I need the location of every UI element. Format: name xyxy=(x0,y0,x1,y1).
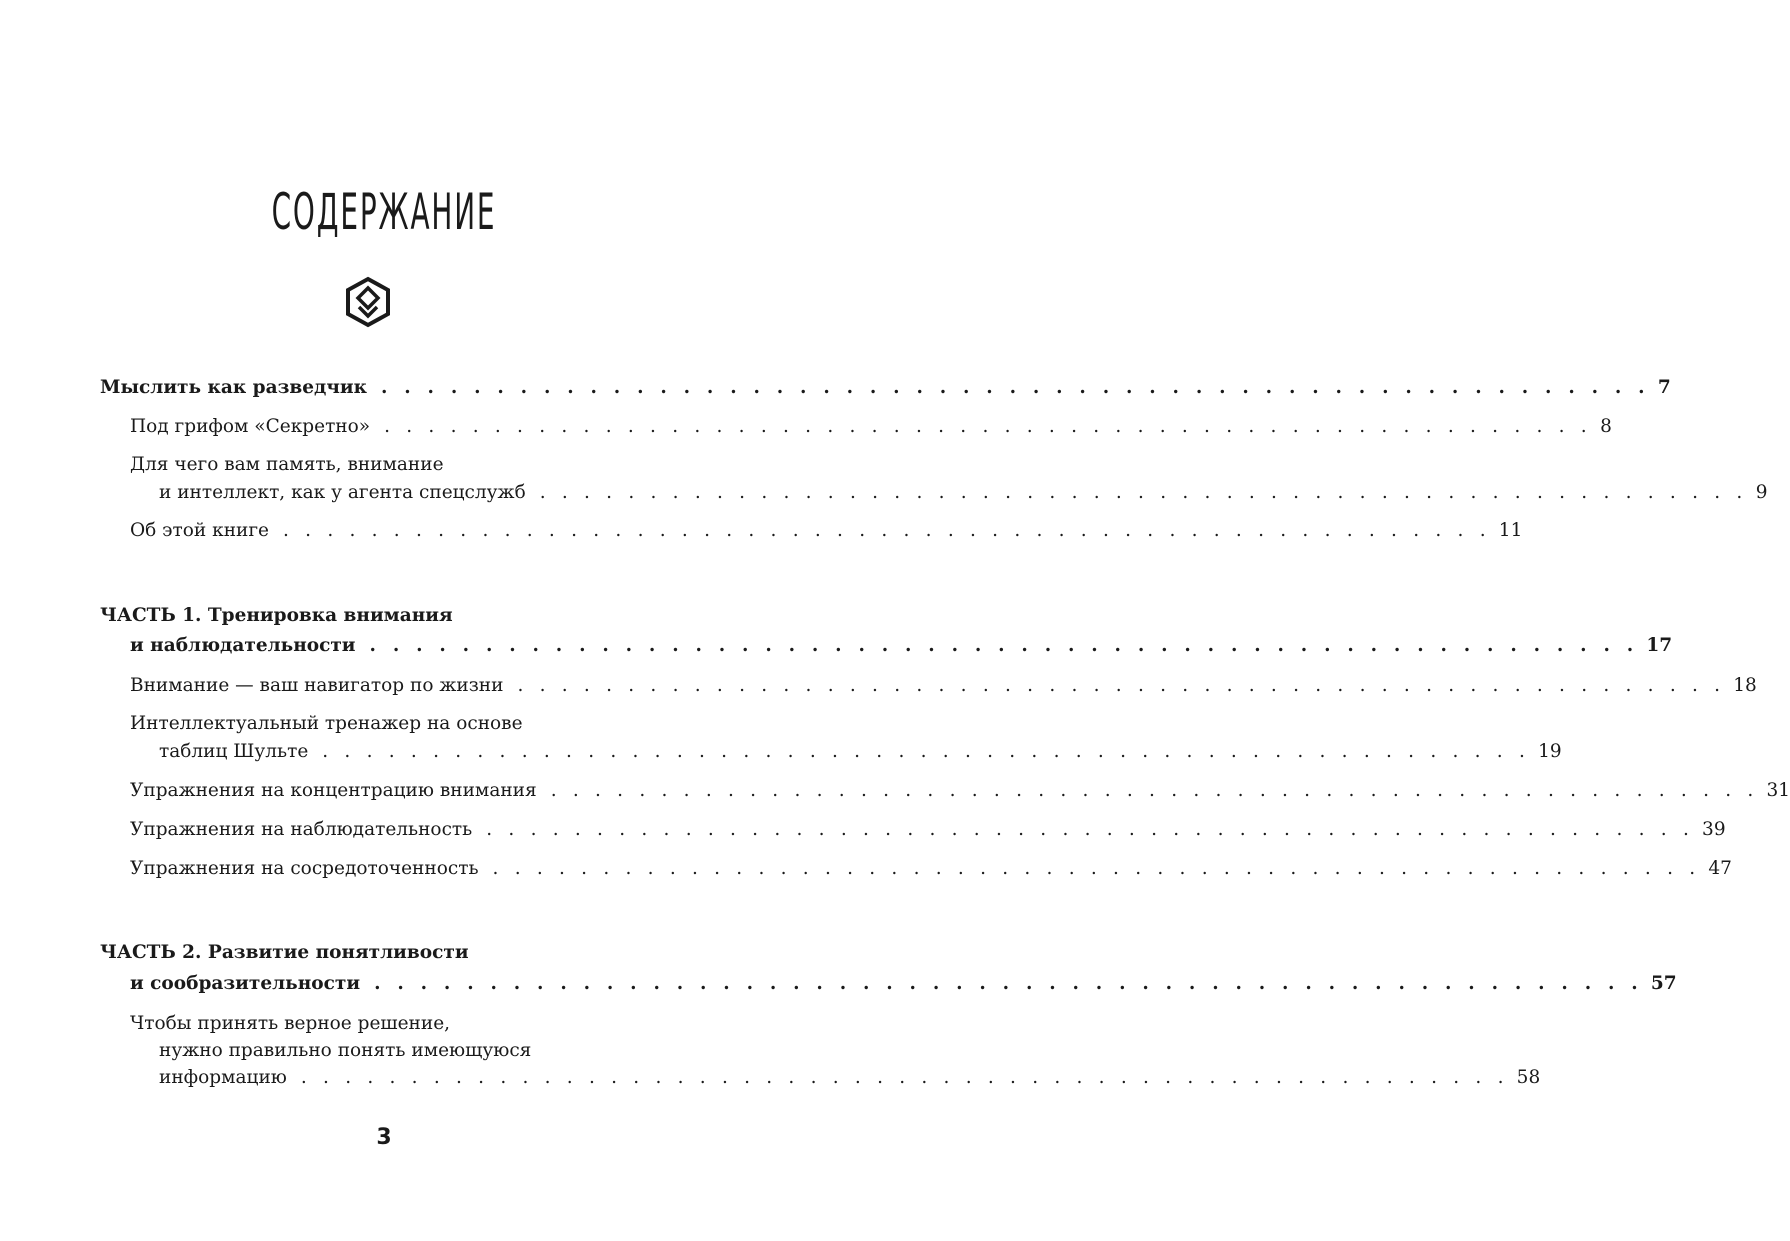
part1-heading-line: ЧАСТЬ 1. Тренировка внимания xyxy=(100,605,453,626)
toc-entry-label-line: нужно правильно понять имеющуюся xyxy=(159,1040,532,1061)
toc-entry-page: 18 xyxy=(1733,675,1757,696)
toc-entry[interactable] xyxy=(130,414,1612,440)
toc-entry[interactable] xyxy=(159,480,1768,506)
toc-entry-label-line: Чтобы принять верное решение, xyxy=(130,1013,451,1034)
toc-entry-label-line: Для чего вам память, внимание xyxy=(130,454,444,475)
toc-entry[interactable] xyxy=(130,778,1790,804)
toc-entry-part1[interactable] xyxy=(130,633,1673,659)
toc-entry-label: Упражнения на концентрацию внимания xyxy=(130,780,537,801)
toc-entry-label-line: Интеллектуальный тренажер на основе xyxy=(130,713,523,734)
dot-leader: . . . . . . . . . . . . . . . . . . . . . . . . . . . . . . . . . . . . . . . . . . . . . . . . . . . . . . . xyxy=(300,1067,1509,1088)
hexagon-diamond-icon xyxy=(345,277,391,327)
toc-entry-label: таблиц Шульте xyxy=(159,741,309,762)
dot-leader: . . . . . . . . . . . . . . . . . . . . . . . . . . . . . . . . . . . . . . . . . . . . . . . . . . . . . . . xyxy=(322,741,1531,762)
toc-entry[interactable] xyxy=(159,1065,1541,1091)
dot-leader: . . . . . . . . . . . . . . . . . . . . . . . . . . . . . . . . . . . . . . . . . . . . . . . . . . . . . . . xyxy=(539,482,1748,503)
toc-entry-page: 9 xyxy=(1755,482,1768,503)
toc-entry-label: Внимание — ваш навигатор по жизни xyxy=(130,675,504,696)
toc-entry-page: 7 xyxy=(1657,377,1671,398)
toc-entry-page: 57 xyxy=(1650,973,1677,994)
dot-leader: . . . . . . . . . . . . . . . . . . . . . . . . . . . . . . . . . . . . . . . . . . . . . . . . . . . . . . . xyxy=(486,819,1695,840)
toc-entry-page: 17 xyxy=(1646,635,1673,656)
page-number: 3 xyxy=(376,1125,392,1150)
dot-leader: . . . . . . . . . . . . . . . . . . . . . . . . . . . . . . . . . . . . . . . . . . . . . . . . . . . . . . . xyxy=(550,780,1759,801)
toc-entry-part2[interactable] xyxy=(130,971,1677,997)
toc-entry-intro[interactable] xyxy=(100,375,1671,401)
toc-entry-label: информацию xyxy=(159,1067,287,1088)
toc-entry-label: Упражнения на сосредоточенность xyxy=(130,858,479,879)
toc-entry-page: 39 xyxy=(1702,819,1726,840)
dot-leader: . . . . . . . . . . . . . . . . . . . . . . . . . . . . . . . . . . . . . . . . . . . . . . . . . . . . . . . xyxy=(517,675,1726,696)
dot-leader: . . . . . . . . . . . . . . . . . . . . . . . . . . . . . . . . . . . . . . . . . . . . . . . . . . . . . . . xyxy=(384,416,1592,437)
dot-leader: . . . . . . . . . . . . . . . . . . . . . . . . . . . . . . . . . . . . . . . . . . . . . . . . . . . . . . . xyxy=(492,858,1701,879)
toc-entry-page: 19 xyxy=(1538,741,1562,762)
toc-entry[interactable] xyxy=(130,817,1726,843)
part2-heading-line: ЧАСТЬ 2. Развитие понятливости xyxy=(100,942,469,963)
toc-entry-page: 11 xyxy=(1498,520,1523,541)
toc-entry[interactable] xyxy=(130,856,1732,882)
toc-entry[interactable] xyxy=(130,518,1523,544)
toc-entry-label: Об этой книге xyxy=(130,520,269,541)
toc-entry-label: Упражнения на наблюдательность xyxy=(130,819,473,840)
dot-leader: . . . . . . . . . . . . . . . . . . . . . . . . . . . . . . . . . . . . . . . . . . . . . . . . . . . . . . . xyxy=(369,635,1639,656)
toc-entry-label: Под грифом «Секретно» xyxy=(130,416,371,437)
dot-leader: . . . . . . . . . . . . . . . . . . . . . . . . . . . . . . . . . . . . . . . . . . . . . . . . . . . . . . . xyxy=(283,520,1491,541)
toc-entry-label: Мыслить как разведчик xyxy=(100,377,367,398)
toc-entry-label: и сообразительности xyxy=(130,973,361,994)
toc-entry-page: 8 xyxy=(1600,416,1612,437)
toc-entry[interactable] xyxy=(130,673,1757,699)
toc-entry[interactable] xyxy=(159,739,1562,765)
toc-entry-label: и наблюдательности xyxy=(130,635,356,656)
page-title: СОДЕРЖАНИЕ xyxy=(271,183,497,241)
toc-entry-page: 47 xyxy=(1708,858,1732,879)
toc-entry-page: 31 xyxy=(1766,780,1790,801)
toc-entry-page: 58 xyxy=(1516,1067,1541,1088)
toc-entry-label: и интеллект, как у агента спецслужб xyxy=(159,482,526,503)
dot-leader: . . . . . . . . . . . . . . . . . . . . . . . . . . . . . . . . . . . . . . . . . . . . . . . . . . . . . . . xyxy=(374,973,1643,994)
dot-leader: . . . . . . . . . . . . . . . . . . . . . . . . . . . . . . . . . . . . . . . . . . . . . . . . . . . . . . . xyxy=(380,377,1650,398)
